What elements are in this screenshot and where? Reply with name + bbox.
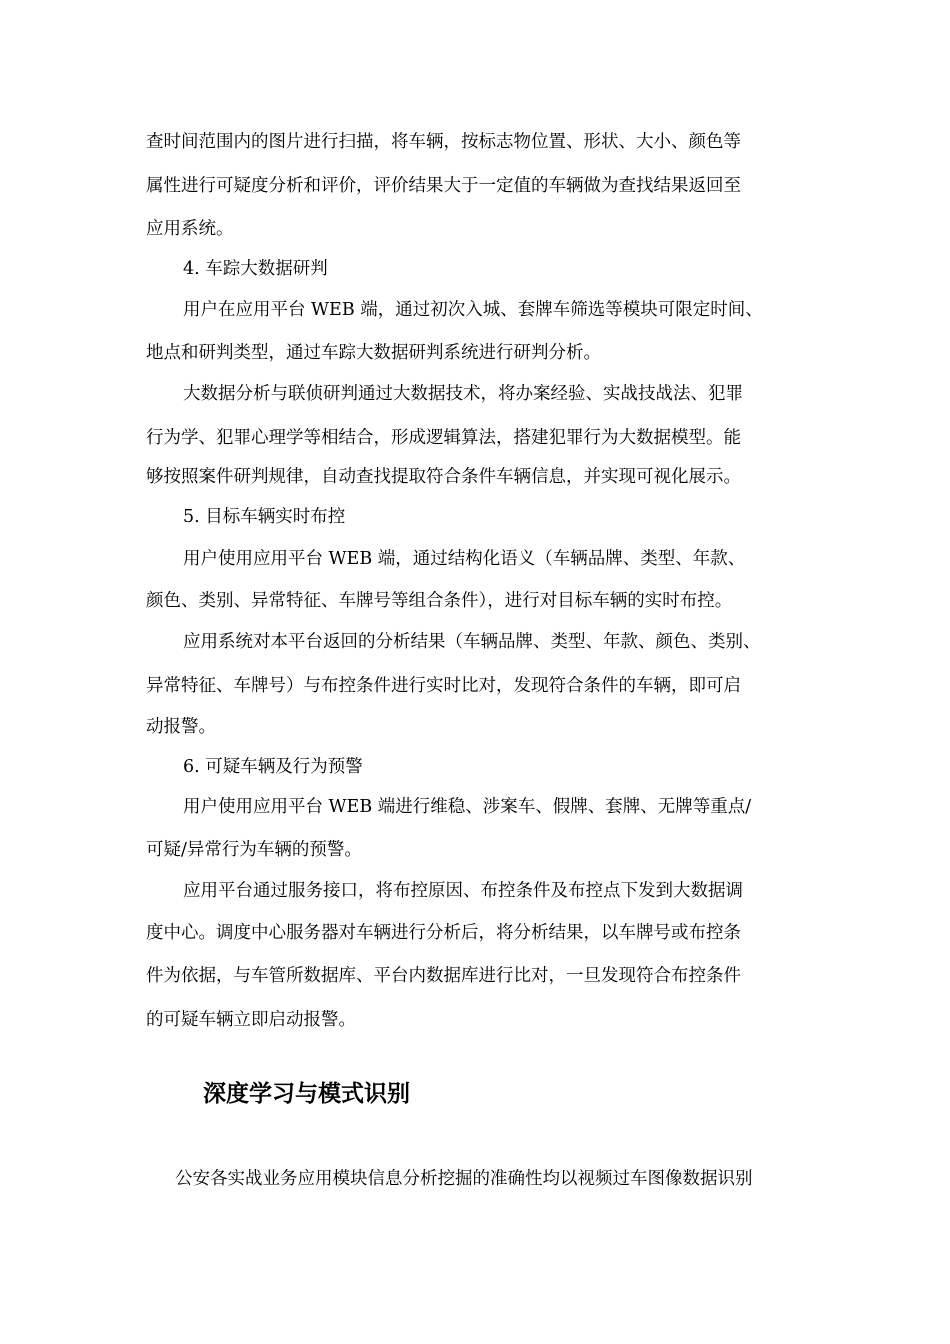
text-line: 地点和研判类型，通过车踪大数据研判系统进行研判分析。 xyxy=(146,343,601,363)
text-line: 大数据分析与联侦研判通过大数据技术，将办案经验、实战技战法、犯罪 xyxy=(183,384,743,404)
subheading-5: 5. 目标车辆实时布控 xyxy=(183,507,346,527)
text-line: 用户在应用平台 WEB 端，通过初次入城、套牌车筛选等模块可限定时间、 xyxy=(183,300,763,320)
text-line: 用户使用应用平台 WEB 端，通过结构化语义（车辆品牌、类型、年款、 xyxy=(183,549,746,569)
text-line: 动报警。 xyxy=(146,717,216,737)
subheading-6: 6. 可疑车辆及行为预警 xyxy=(183,757,363,777)
text-line: 行为学、犯罪心理学等相结合，形成逻辑算法，搭建犯罪行为大数据模型。能 xyxy=(146,428,741,448)
section-heading: 深度学习与模式识别 xyxy=(203,1081,410,1107)
text-line: 度中心。调度中心服务器对车辆进行分析后，将分析结果，以车牌号或布控条 xyxy=(146,923,741,943)
text-line: 颜色、类别、异常特征、车牌号等组合条件），进行对目标车辆的实时布控。 xyxy=(146,591,733,611)
text-line: 用户使用应用平台 WEB 端进行维稳、涉案车、假牌、套牌、无牌等重点/ xyxy=(183,797,752,817)
text-line: 够按照案件研判规律，自动查找提取符合条件车辆信息，并实现可视化展示。 xyxy=(146,467,741,487)
text-line: 应用系统对本平台返回的分析结果（车辆品牌、类型、年款、颜色、类别、 xyxy=(183,632,761,652)
text-line: 应用系统。 xyxy=(146,219,234,239)
text-line: 件为依据，与车管所数据库、平台内数据库进行比对，一旦发现符合布控条件 xyxy=(146,966,741,986)
text-line: 查时间范围内的图片进行扫描，将车辆，按标志物位置、形状、大小、颜色等 xyxy=(146,132,741,152)
text-line: 属性进行可疑度分析和评价，评价结果大于一定值的车辆做为查找结果返回至 xyxy=(146,176,741,196)
text-line: 异常特征、车牌号）与布控条件进行实时比对，发现符合条件的车辆，即可启 xyxy=(146,676,741,696)
text-line: 应用平台通过服务接口，将布控原因、布控条件及布控点下发到大数据调 xyxy=(183,881,743,901)
text-line: 的可疑车辆立即启动报警。 xyxy=(146,1010,356,1030)
text-line: 公安各实战业务应用模块信息分析挖掘的准确性均以视频过车图像数据识别 xyxy=(175,1169,753,1189)
text-line: 可疑/异常行为车辆的预警。 xyxy=(146,840,362,860)
subheading-4: 4. 车踪大数据研判 xyxy=(183,259,328,279)
